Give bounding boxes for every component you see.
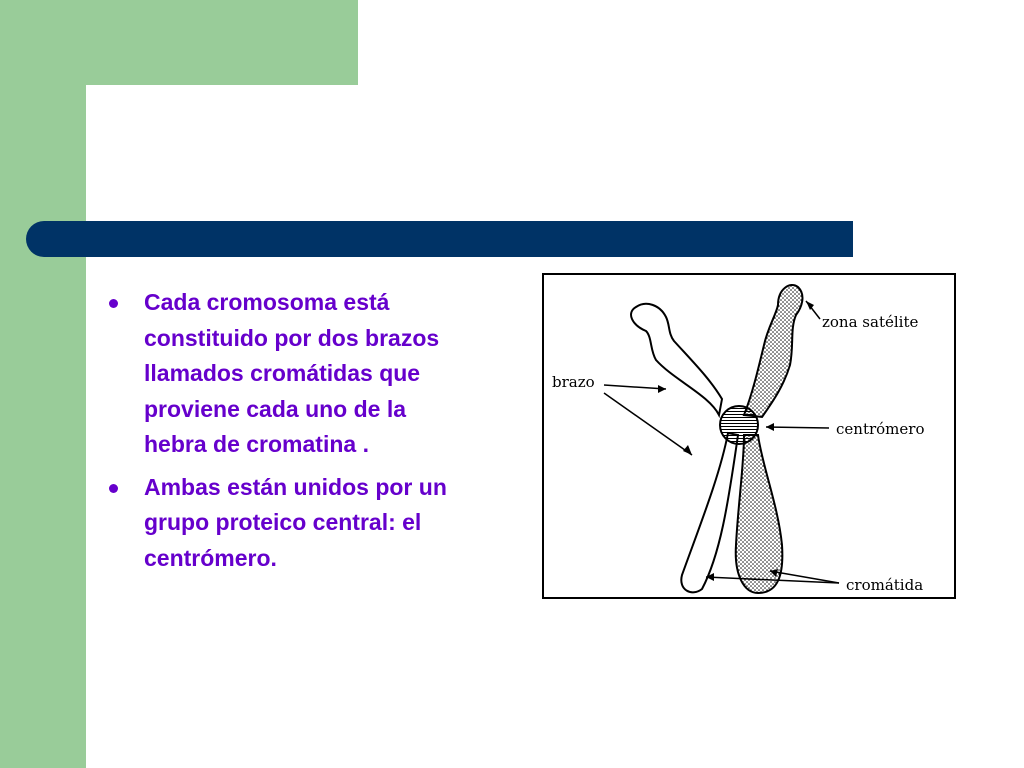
chromatid-right-upper bbox=[744, 285, 802, 417]
bullet-trailing-period: . bbox=[270, 544, 277, 571]
chromatid-left-lower bbox=[681, 433, 738, 592]
arrowhead-icon bbox=[683, 445, 692, 455]
arrow-centromero bbox=[766, 427, 829, 428]
label-cromatida: cromátida bbox=[846, 576, 924, 594]
arrow-brazo-lower bbox=[604, 393, 692, 455]
green-accent-left bbox=[0, 0, 86, 768]
chromosome-illustration bbox=[544, 275, 958, 601]
arrowhead-icon bbox=[658, 385, 666, 393]
bullet-dot-icon bbox=[109, 484, 118, 493]
title-bar bbox=[26, 221, 853, 257]
chromatid-left-upper bbox=[631, 304, 722, 415]
arrowhead-icon bbox=[766, 423, 774, 431]
arrow-brazo-upper bbox=[604, 385, 666, 389]
label-brazo: brazo bbox=[552, 373, 595, 391]
pointer-lines bbox=[604, 301, 839, 583]
bullet-text: Ambas están unidos por un grupo proteico central: el centrómero bbox=[144, 473, 447, 571]
chromosome-diagram bbox=[542, 273, 956, 599]
label-zona-satelite: zona satélite bbox=[822, 313, 919, 331]
bullet-item bbox=[104, 285, 474, 463]
bullet-list bbox=[104, 285, 474, 583]
centromere bbox=[720, 406, 758, 444]
chromatid-right-lower bbox=[736, 435, 783, 593]
bullet-item bbox=[104, 470, 474, 577]
label-centromero: centrómero bbox=[836, 420, 925, 438]
bullet-dot-icon bbox=[109, 299, 118, 308]
bullet-text: Cada cromosoma está constituido por dos brazos llamados cromátidas que proviene cada uno de la hebra de cromatina . bbox=[144, 289, 440, 457]
